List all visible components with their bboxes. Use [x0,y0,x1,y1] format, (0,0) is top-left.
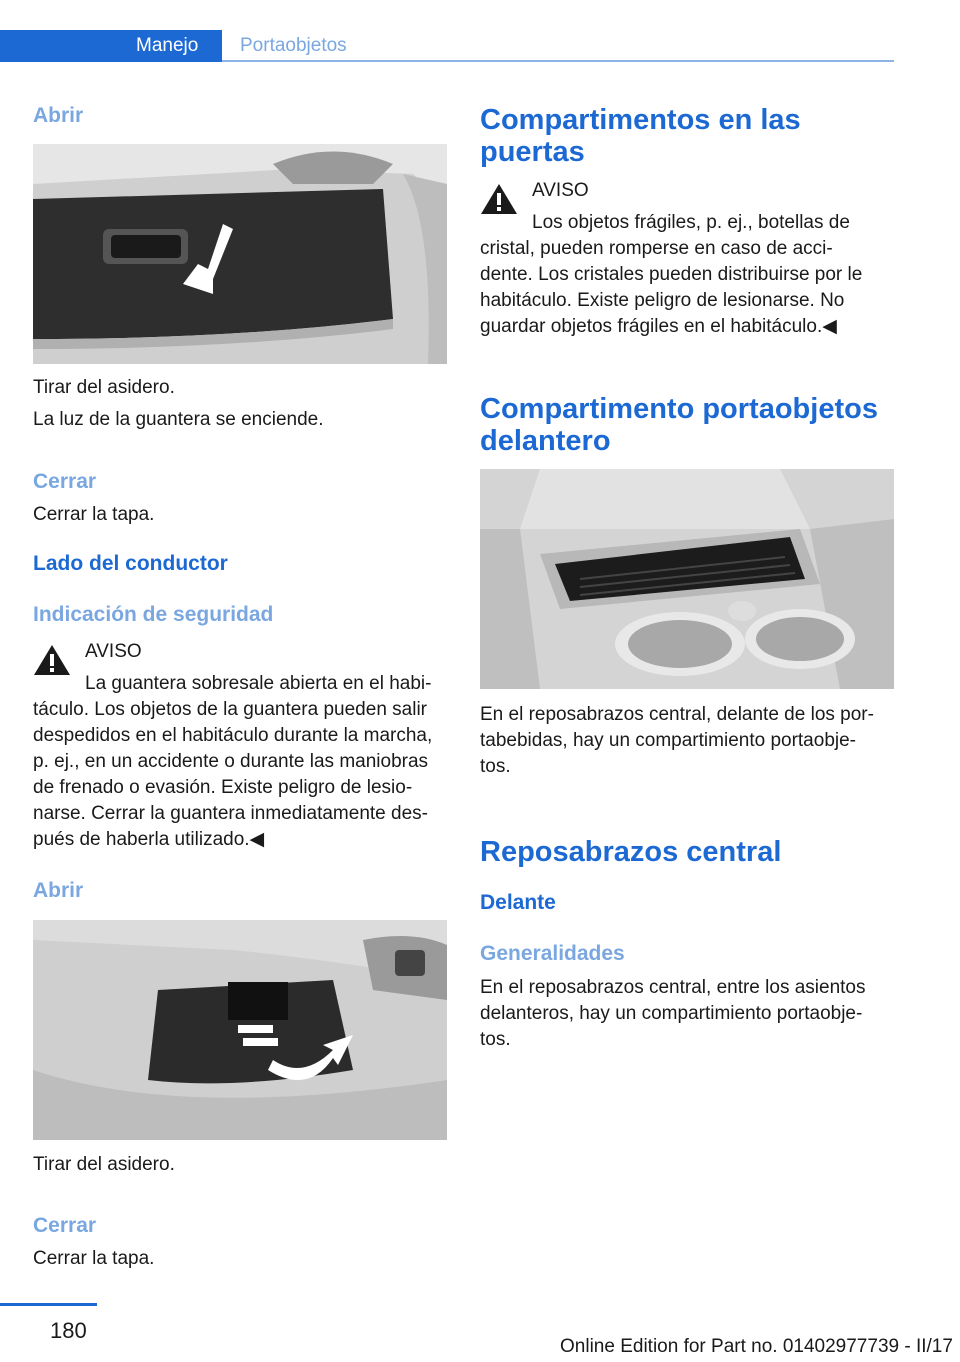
cerrar-heading-2: Cerrar [33,1214,97,1237]
aviso-line: p. ej., en un accidente o durante las maniobras [33,751,429,772]
abrir-heading-2: Abrir [33,879,84,902]
aviso-line: La guantera sobresale abierta en el habi- [85,673,432,694]
warning-icon [32,643,72,677]
page-number: 180 [50,1318,87,1343]
front-storage-image [480,469,894,689]
aviso-line: pués de haberla utilizado.◀ [33,829,265,850]
paragraph: Cerrar la tapa. [33,1248,155,1269]
aviso-line: narse. Cerrar la guantera inmediatamente des- [33,803,428,824]
glovebox-open-image [33,144,447,364]
paragraph-line: En el reposabrazos central, entre los asientos [480,977,866,998]
delantero-heading: Compartimento portaobjetos [480,393,878,425]
aviso-line: guardar objetos frágiles en el habitáculo.◀ [480,316,837,337]
paragraph-line: tabebidas, hay un compartimiento portaobje- [480,730,857,751]
paragraph-line: delanteros, hay un compartimiento portaobje- [480,1003,863,1024]
aviso-line: Los objetos frágiles, p. ej., botellas de [532,212,850,233]
paragraph: Tirar del asidero. [33,377,175,398]
header-rule [222,60,894,62]
warning-icon [479,182,519,216]
tab-manejo[interactable]: Manejo [136,35,199,56]
paragraph-line: tos. [480,756,511,777]
aviso-label: AVISO [532,180,589,201]
aviso-label: AVISO [85,641,142,662]
aviso-line: dente. Los cristales pueden distribuirse por le [480,264,863,285]
edition-note: Online Edition for Part no. 01402977739 - II/17 [560,1336,953,1357]
aviso-line: táculo. Los objetos de la guantera pueden salir [33,699,427,720]
aviso-line: de frenado o evasión. Existe peligro de lesio- [33,777,413,798]
lado-conductor-heading: Lado del conductor [33,552,228,575]
reposabrazos-heading: Reposabrazos central [480,836,782,868]
tab-portaobjetos[interactable]: Portaobjetos [240,35,347,56]
paragraph-line: En el reposabrazos central, delante de los por- [480,704,874,725]
aviso-line: cristal, pueden romperse en caso de acci- [480,238,833,259]
generalidades-heading: Generalidades [480,942,625,965]
paragraph: Tirar del asidero. [33,1154,175,1175]
puertas-heading: Compartimentos en las [480,104,801,136]
paragraph-line: tos. [480,1029,511,1050]
delante-heading: Delante [480,891,556,914]
aviso-line: habitáculo. Existe peligro de lesionarse. No [480,290,845,311]
aviso-line: despedidos en el habitáculo durante la marcha, [33,725,433,746]
abrir-heading-1: Abrir [33,104,84,127]
paragraph: Cerrar la tapa. [33,504,155,525]
seguridad-heading: Indicación de seguridad [33,603,274,626]
puertas-heading-cont: puertas [480,136,585,168]
delantero-heading-cont: delantero [480,425,611,457]
driver-compartment-image [33,920,447,1140]
paragraph: La luz de la guantera se enciende. [33,409,324,430]
cerrar-heading-1: Cerrar [33,470,97,493]
footer-rule [0,1303,97,1306]
